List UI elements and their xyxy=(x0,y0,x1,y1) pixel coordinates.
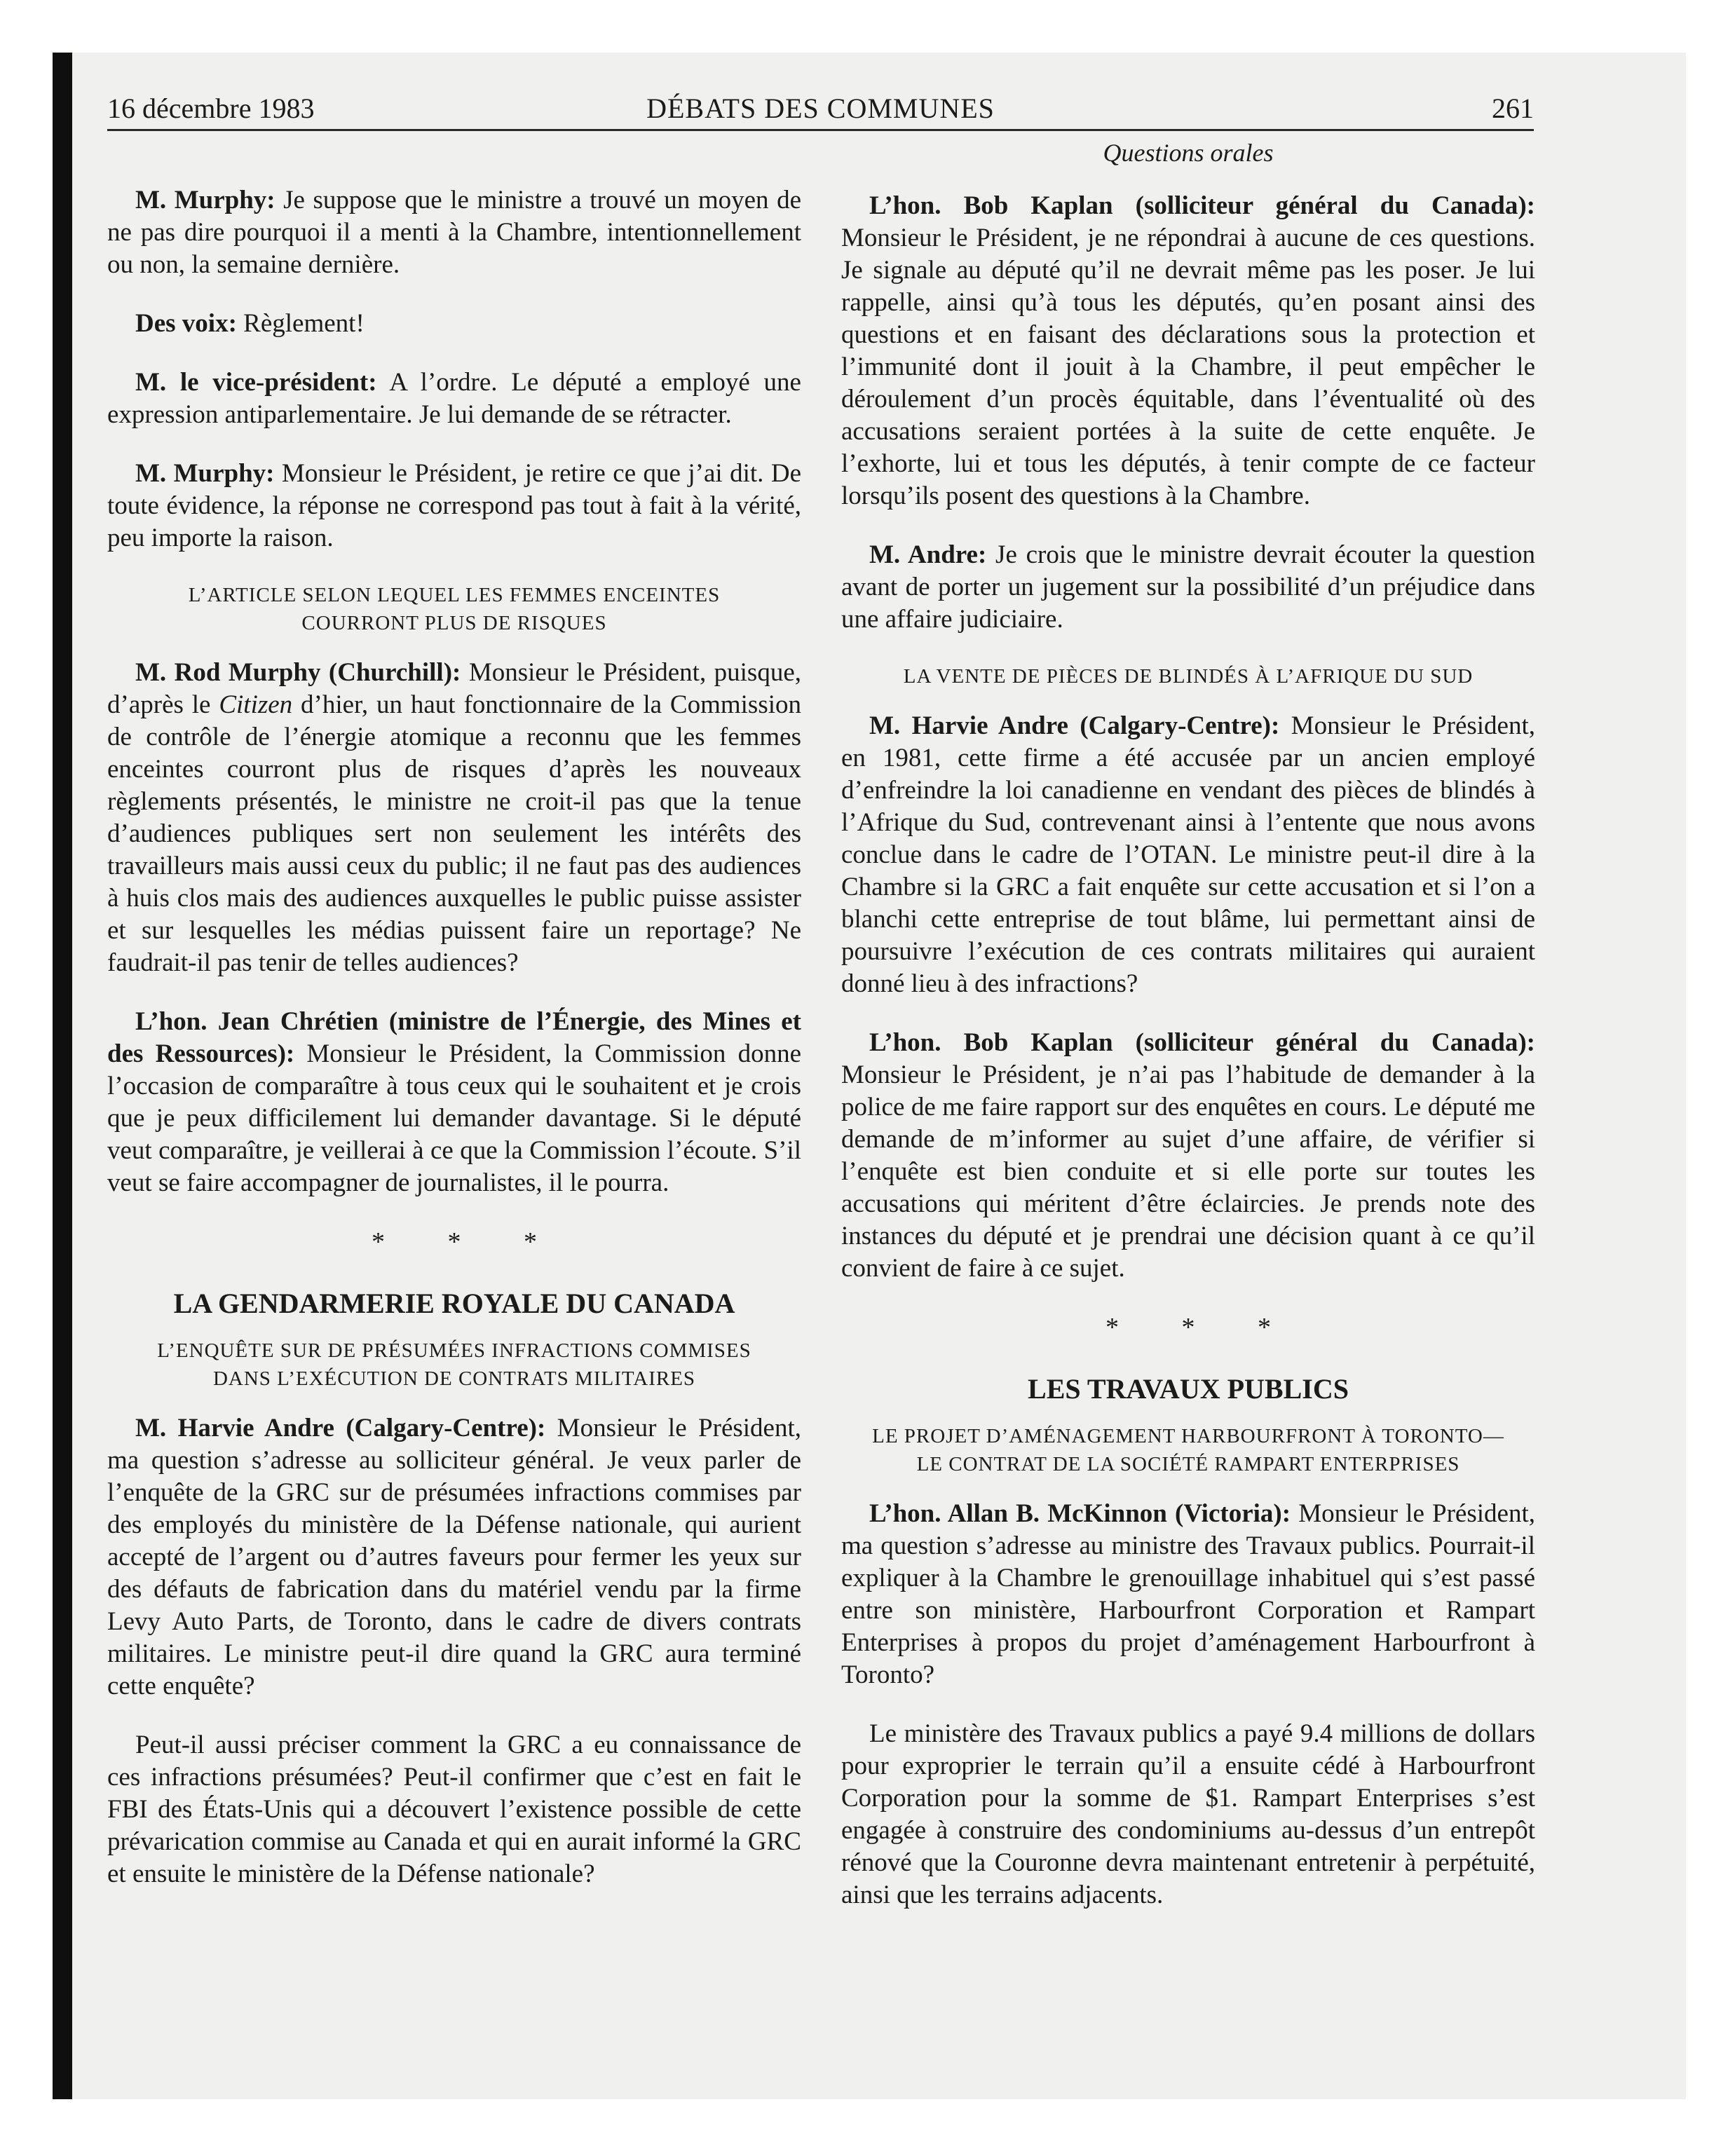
header-page-number: 261 xyxy=(1492,93,1534,124)
speaker-name: L’hon. Bob Kaplan (solliciteur général du Canada): xyxy=(869,1028,1535,1057)
section-heading: LES TRAVAUX PUBLICS xyxy=(1028,1373,1349,1405)
paragraph-text: Monsieur le Président, ma question s’adresse au solliciteur général. Je veux parler de l’enquête de la GRC sur de présumées infractions commises par des employés du ministère de la Défense nationale, qui aurient accepté de l’argent ou d’autres faveurs pour fermer les yeux sur des défauts de fabrication dans du matériel vendu par la firme Levy Auto Parts, de Toronto, dans le cadre de divers contrats militaires. Le ministre peut-il dire quand la GRC aura terminé cette enquête? xyxy=(107,1414,801,1700)
paragraph-text: Monsieur le Président, ma question s’adresse au ministre des Travaux publics. Pourrait-il expliquer à la Chambre le grenouillage inhabituel qui s’est passé entre son ministère, Harbourfront Corporation et Rampart Enterprises à propos du projet d’aménagement Harbourfront à Toronto? xyxy=(841,1499,1535,1689)
left-column xyxy=(107,137,801,1917)
paragraph xyxy=(107,1006,801,1199)
paragraph xyxy=(841,1498,1535,1691)
paragraph xyxy=(841,1027,1535,1285)
paragraph: Le ministère des Travaux publics a payé 9.4 millions de dollars pour exproprier le terrain qu’il a ensuite cédé à Harbourfront Corporation pour la somme de $1. Rampart Enterprises s’est engagée à construire des condominiums au-dessus d’un entrepôt rénové que la Couronne devra maintenant entretenir à perpétuité, ainsi que les terrains adjacents. xyxy=(841,1719,1535,1909)
section-subheading: L’ARTICLE SELON LEQUEL LES FEMMES ENCEINTES COURRONT PLUS DE RISQUES xyxy=(188,584,721,634)
section-separator: * * * xyxy=(372,1227,565,1257)
paragraph-text: d’hier, un haut fonctionnaire de la Commission de contrôle de l’énergie atomique a reconnu que les femmes enceintes courront plus de risques d’après les nouveaux règlements présentés, le ministre ne croit-il pas que la tenue d’audiences publiques sert non seulement les intérêts des travailleurs mais aussi ceux du public; il ne faut pas des audiences à huis clos mais des audiences auxquelles le public puisse assister et sur lesquelles les médias puissent faire un reportage? Ne faudrait-il pas tenir de telles audiences? xyxy=(107,690,801,977)
right-spacer xyxy=(841,179,1535,190)
paragraph xyxy=(107,184,801,281)
paragraph-text: Monsieur le Président, puisque, d’après le xyxy=(107,658,802,719)
speaker-name: L’hon. Allan B. McKinnon (Victoria): xyxy=(869,1499,1291,1528)
paragraph-text: Monsieur le Président, je retire ce que j’ai dit. De toute évidence, la réponse ne correspond pas tout à fait à la vérité, peu importe la raison. xyxy=(107,459,801,552)
paragraph-text: Monsieur le Président, je n’ai pas l’habitude de demander à la police de me faire rapport sur des enquêtes en cours. Le député me demande de m’informer au sujet d’une affaire, de vérifier si l’enquête est bien conduite et si elle porte sur toutes les accusations qui méritent d’être éclaircies. Je prends note des instances du député et je prendrai une décision quant à ce qu’il convient de faire à ce sujet. xyxy=(841,1060,1535,1283)
header-journal-title: DÉBATS DES COMMUNES xyxy=(646,93,995,124)
paragraph xyxy=(107,458,801,554)
section-subheading: LE PROJET D’AMÉNAGEMENT HARBOURFRONT À TORONTO—LE CONTRAT DE LA SOCIÉTÉ RAMPART ENTERPRISES xyxy=(872,1425,1504,1475)
speaker-name: Des voix: xyxy=(135,309,237,338)
paragraph-text: Règlement! xyxy=(236,309,365,338)
section-heading: LA GENDARMERIE ROYALE DU CANADA xyxy=(173,1288,735,1319)
speaker-name: L’hon. Bob Kaplan (solliciteur général du Canada): xyxy=(869,191,1535,220)
paragraph xyxy=(841,190,1535,512)
section-subheading: L’ENQUÊTE SUR DE PRÉSUMÉES INFRACTIONS COMMISES DANS L’EXÉCUTION DE CONTRATS MILITAIRES xyxy=(157,1339,751,1390)
header-rule xyxy=(107,129,1534,131)
paragraph-text: Je suppose que le ministre a trouvé un moyen de ne pas dire pourquoi il a menti à la Chambre, intentionnellement ou non, la semaine dernière. xyxy=(107,186,802,279)
paragraph-text: Monsieur le Président, en 1981, cette firme a été accusée par un ancien employé d’enfreindre la loi canadienne en vendant des pièces de blindés à l’Afrique du Sud, contrevenant ainsi à l’entente que nous avons conclue dans le cadre de l’OTAN. Le ministre peut-il dire à la Chambre si la GRC a fait enquête sur cette accusation et si l’on a blanchi cette entreprise de tout blâme, lui permettant ainsi de poursuivre l’exécution de ces contrats militaires qui auraient donné lieu à des infractions? xyxy=(841,711,1535,998)
header-date: 16 décembre 1983 xyxy=(107,93,315,124)
scan-binding-edge xyxy=(53,53,72,2099)
paragraph xyxy=(107,308,801,340)
paragraph xyxy=(107,367,801,431)
section-subheading: LA VENTE DE PIÈCES DE BLINDÉS À L’AFRIQUE DU SUD xyxy=(903,665,1474,688)
paragraph xyxy=(841,710,1535,1000)
right-column xyxy=(841,137,1535,1938)
newspaper-title: Citizen xyxy=(219,690,293,719)
left-spacer xyxy=(107,169,801,184)
section-separator: * * * xyxy=(1105,1313,1299,1342)
paragraph-text: A l’ordre. Le député a employé une expression antiparlementaire. Je lui demande de se rétracter. xyxy=(107,368,801,429)
left-top-spacer xyxy=(107,137,801,169)
speaker-name: M. Murphy: xyxy=(135,459,275,488)
paragraph xyxy=(841,539,1535,636)
speaker-name: M. Harvie Andre (Calgary-Centre): xyxy=(135,1414,546,1442)
speaker-name: M. Andre: xyxy=(869,540,987,569)
running-head: Questions orales xyxy=(1103,139,1274,167)
paragraph xyxy=(107,1412,801,1703)
speaker-name: M. Rod Murphy (Churchill): xyxy=(135,658,461,687)
speaker-name: M. Harvie Andre (Calgary-Centre): xyxy=(869,711,1280,740)
speaker-name: L’hon. Jean Chrétien (ministre de l’Énergie, des Mines et des Ressources): xyxy=(107,1007,801,1068)
page-header xyxy=(107,91,1534,126)
paragraph xyxy=(107,657,801,979)
paragraph-text: Monsieur le Président, je ne répondrai à aucune de ces questions. Je signale au député qu’il ne devrait même pas les poser. Je lui rappelle, ainsi qu’à tous les députés, qu’en posant ainsi des questions et en faisant des déclarations sous la protection et l’immunité dont il jouit à la Chambre, il peut empêcher le déroulement d’un procès équitable, dans l’éventualité où des accusations seraient portées à la suite de cette enquête. Je l’exhorte, lui et tous les députés, à tenir compte de ce facteur lorsqu’ils posent des questions à la Chambre. xyxy=(841,224,1535,510)
speaker-name: M. le vice-président: xyxy=(135,368,377,397)
paragraph-text: Monsieur le Président, la Commission donne l’occasion de comparaître à tous ceux qui le souhaitent et je crois que je peux difficilement lui demander davantage. Si le député veut comparaître, je veillerai à ce que la Commission l’écoute. S’il veut se faire accompagner de journalistes, il le pourra. xyxy=(107,1039,801,1197)
paragraph-text: Je crois que le ministre devrait écouter la question avant de porter un jugement sur la possibilité d’un préjudice dans une affaire judiciaire. xyxy=(841,540,1535,634)
paragraph: Peut-il aussi préciser comment la GRC a eu connaissance de ces infractions présumées? Peut-il confirmer que c’est en fait le FBI des États-Unis qui a découvert l’existence possible de cette prévarication commise au Canada et qui en aurait informé la GRC et ensuite le ministère de la Défense nationale? xyxy=(107,1731,801,1888)
speaker-name: M. Murphy: xyxy=(135,186,275,214)
